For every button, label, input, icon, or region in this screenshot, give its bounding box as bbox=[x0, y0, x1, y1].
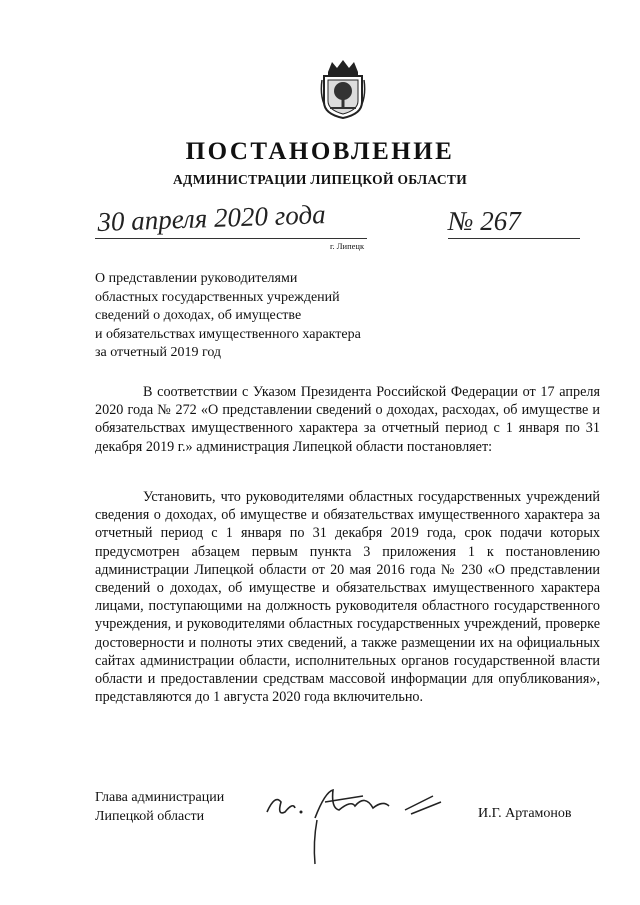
document-date: 30 апреля 2020 года bbox=[96, 199, 327, 238]
handwritten-signature bbox=[255, 772, 465, 872]
subject-line: за отчетный 2019 год bbox=[95, 345, 222, 360]
subject-line: и обязательствах имущественного характера bbox=[95, 326, 361, 342]
signatory-position-line: Липецкой области bbox=[95, 809, 205, 824]
decision-section bbox=[95, 488, 600, 706]
preamble-paragraph: В соответствии с Указом Президента Российской Федерации от 17 апреля 2020 года № 272 «О представлении сведений о доходах, расходах, об имуществе и обязательствах имущественного характера за отчетный период с 1 января по 31 декабря 2019 г.» администрация Липецкой области постановляет: bbox=[95, 384, 600, 455]
date-underline bbox=[95, 238, 367, 239]
signatory-position bbox=[95, 788, 224, 826]
signatory-name: И.Г. Артамонов bbox=[478, 806, 572, 821]
preamble-section bbox=[95, 383, 600, 456]
subject-line: сведений о доходах, об имуществе bbox=[95, 308, 302, 323]
document-number: № 267 bbox=[448, 206, 521, 236]
document-title: ПОСТАНОВЛЕНИЕ bbox=[185, 138, 455, 165]
number-underline bbox=[448, 238, 580, 239]
document-subject bbox=[95, 270, 515, 363]
subject-line: О представлении руководителями bbox=[95, 271, 298, 286]
signatory-position-line: Глава администрации bbox=[95, 790, 225, 805]
document-place: г. Липецк bbox=[330, 241, 365, 251]
document-issuer: АДМИНИСТРАЦИИ ЛИПЕЦКОЙ ОБЛАСТИ bbox=[172, 172, 468, 187]
coat-of-arms-icon bbox=[320, 58, 366, 120]
subject-line: областных государственных учреждений bbox=[95, 289, 340, 305]
decision-paragraph: Установить, что руководителями областных государственных учреждений сведения о доходах, об имуществе и обязательствах имущественного характера за отчетный период с 1 января по 31 декабря 2019 года, срок подачи которых предусмотрен абзацем первым пункта 3 приложения 1 к постановлению администрации Липецкой области от 20 мая 2016 года № 230 «О представлении сведений о доходах, об имуществе и обязательствах имущественного характера лицами, поступающими на должность руководителя областного государственного учреждения, и руководителями областных государственных учреждений, проверке достоверности и полноты этих сведений, а также размещении их на официальных сайтах администрации области, исполнительных органов государственной власти области и предоставлении средствам массовой информации для опубликования», представляются до 1 августа 2020 года включительно. bbox=[95, 489, 600, 706]
